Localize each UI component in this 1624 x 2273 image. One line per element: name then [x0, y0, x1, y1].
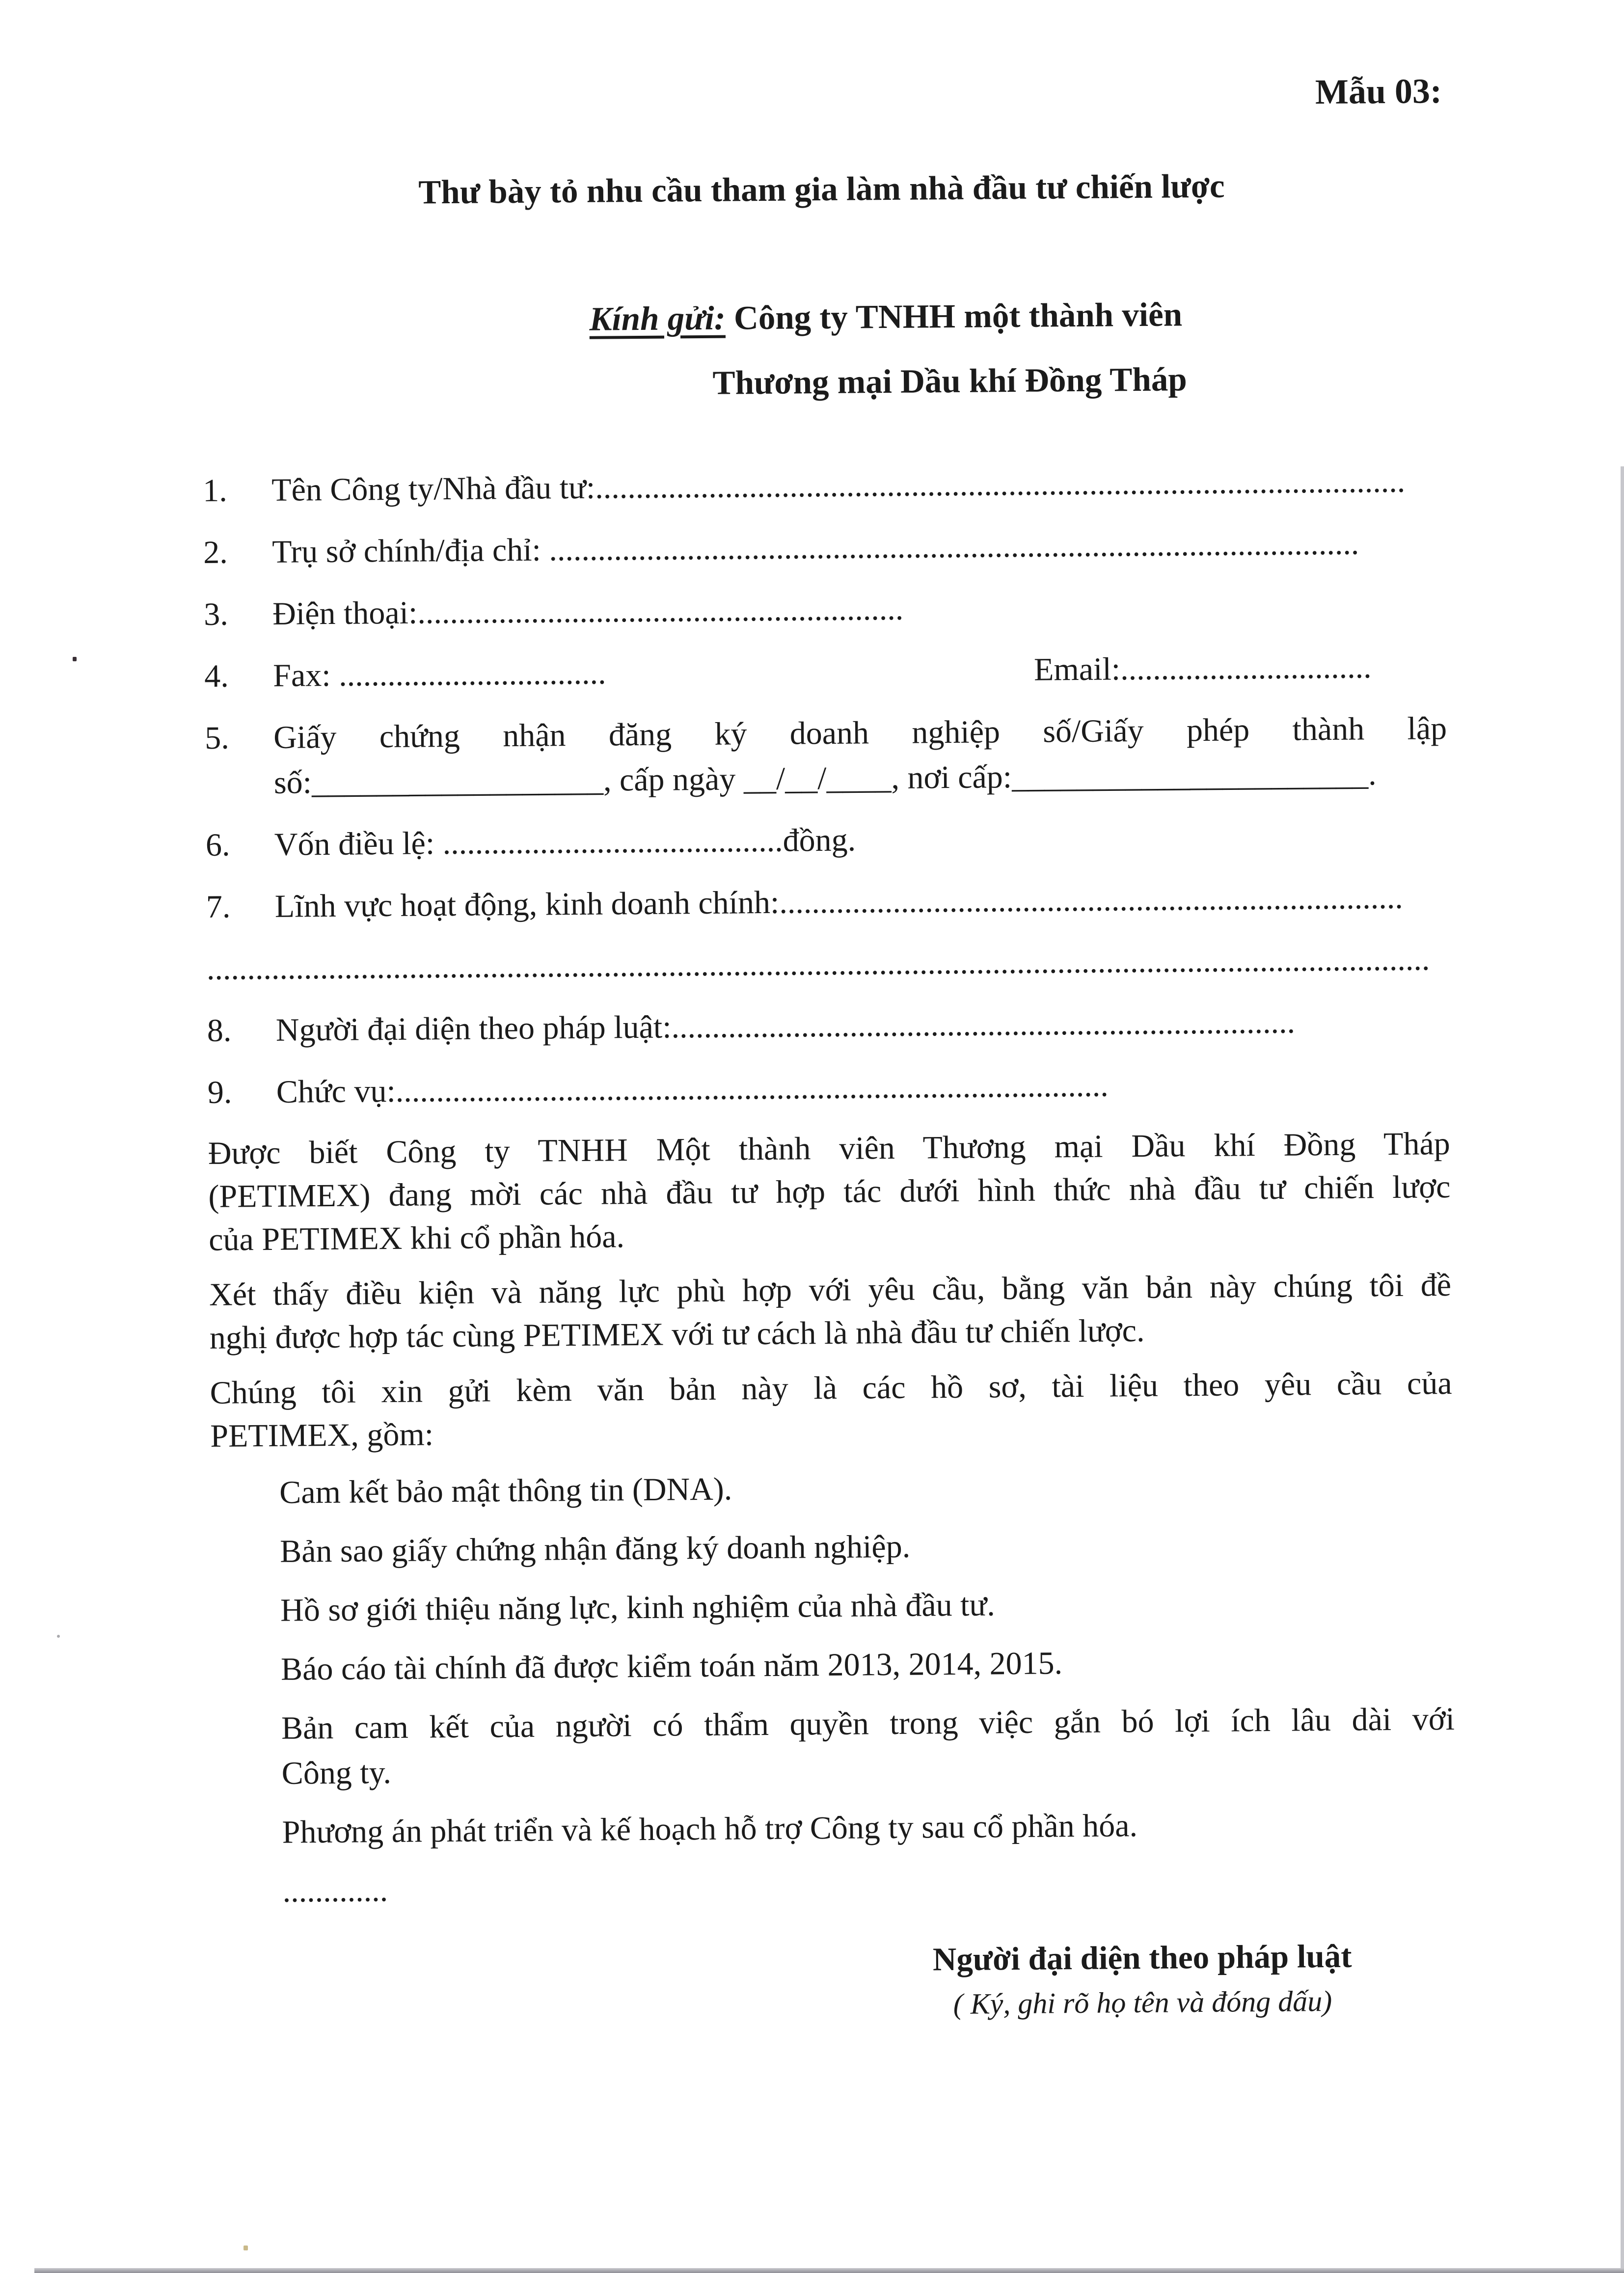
- field-label-with-dotted-blank: Chức vụ:........................................................................................: [276, 1067, 1109, 1110]
- bullet-text: Phương án phát triển và kế hoạch hỗ trợ Công ty sau cổ phần hóa.: [282, 1808, 1138, 1850]
- paragraph-line: PETIMEX, gồm:: [210, 1416, 434, 1454]
- field-label-with-dotted-blank: Vốn điều lệ: ..........................................đồng.: [274, 822, 856, 863]
- salutation-block: [589, 280, 1444, 416]
- scan-right-edge-artifact: [1621, 466, 1624, 2273]
- recipient-name-line-1: Công ty TNHH một thành viên: [733, 296, 1183, 337]
- paragraph-line: Chúng tôi xin gửi kèm văn bản này là các hồ sơ, tài liệu theo yêu cầu của: [210, 1365, 1452, 1411]
- bullet-icon: [212, 1588, 281, 1634]
- item-number: 8.: [207, 1012, 232, 1049]
- scan-speck-artifact: [57, 1635, 60, 1638]
- bullet-text: [281, 1697, 1455, 1796]
- field-head-office-address: [203, 520, 1446, 575]
- body-paragraphs: [208, 1122, 1452, 1458]
- attachment-bullet-list: [211, 1461, 1456, 1915]
- bullet-text: Bản sao giấy chứng nhận đăng ký doanh nghiệp.: [279, 1528, 911, 1569]
- item-number: 1.: [202, 472, 228, 509]
- item-number: 2.: [203, 534, 228, 570]
- item-number: 4.: [204, 658, 229, 694]
- field-label-with-dotted-blank: Trụ sở chính/địa chỉ: ....................................................................................................: [271, 525, 1359, 570]
- bullet-item-commitment: [213, 1697, 1455, 1797]
- numbered-field-list: [203, 459, 1450, 1115]
- paragraph-petimex-intro: [208, 1122, 1451, 1262]
- field-phone: [204, 582, 1446, 637]
- bullet-item-development-plan: [213, 1801, 1456, 1856]
- registration-line-2: số:__________________, cấp ngày __/__/____, nơi cấp:______________________.: [273, 756, 1377, 801]
- bullet-text-line: Công ty.: [281, 1755, 392, 1791]
- paragraph-line: nghị được hợp tác cùng PETIMEX với tư cách là nhà đầu tư chiến lược.: [209, 1312, 1145, 1356]
- field-charter-capital: [206, 813, 1448, 868]
- field-legal-representative: [207, 999, 1450, 1054]
- registration-field-lines: [273, 706, 1447, 806]
- field-label-with-dotted-blank: Tên Công ty/Nhà đầu tư:....................................................................................................: [271, 463, 1406, 508]
- bullet-text: Hồ sơ giới thiệu năng lực, kinh nghiệm của nhà đầu tư.: [280, 1587, 995, 1628]
- paragraph-line: (PETIMEX) đang mời các nhà đầu tư hợp tác dưới hình thức nhà đầu tư chiến lược: [208, 1169, 1451, 1215]
- signature-title: Người đại diện theo pháp luật: [932, 1938, 1352, 1978]
- salutation-label: Kính gửi:: [589, 299, 726, 338]
- item-number: 9.: [207, 1074, 232, 1110]
- field-label-with-dotted-blank: Người đại diện theo pháp luật:.............................................................................: [275, 1004, 1296, 1048]
- registration-line-1: Giấy chứng nhận đăng ký doanh nghiệp số/Giấy phép thành lập: [273, 710, 1447, 756]
- salutation-line-1: [589, 280, 1444, 352]
- field-label-with-dotted-blank: Điện thoại:............................................................: [272, 591, 904, 632]
- bullet-item-ellipsis: [214, 1860, 1456, 1915]
- business-sector-overflow-dotted-line: .......................................................................................................................................................: [206, 941, 1430, 987]
- form-number-label: Mẫu 03:: [1315, 71, 1442, 112]
- paragraph-proposal: [209, 1264, 1452, 1360]
- bullet-item-nda: [211, 1461, 1453, 1516]
- item-number: 6.: [205, 827, 230, 863]
- field-fax-email: [204, 644, 1447, 699]
- bullet-icon: [213, 1706, 282, 1797]
- bullet-text: .............: [282, 1872, 388, 1909]
- bullet-icon: [214, 1869, 283, 1915]
- bullet-item-capability-profile: [212, 1579, 1454, 1634]
- bullet-text: Cam kết bảo mật thông tin (DNA).: [279, 1471, 732, 1511]
- bullet-icon: [211, 1529, 280, 1575]
- field-business-registration: [205, 706, 1447, 806]
- bullet-item-registration-copy: [211, 1520, 1454, 1575]
- signature-note: ( Ký, ghi rõ họ tên và đóng dấu): [953, 1984, 1332, 2021]
- bullet-icon: [211, 1470, 280, 1516]
- bullet-item-audited-financials: [212, 1638, 1455, 1693]
- field-label-with-dotted-blank: Lĩnh vực hoạt động, kinh doanh chính:.............................................................................: [274, 879, 1404, 924]
- field-company-name: [203, 459, 1445, 514]
- field-position-title: [207, 1060, 1450, 1115]
- document-content: [199, 0, 1457, 2031]
- bullet-icon: [212, 1647, 281, 1693]
- paragraph-line: Được biết Công ty TNHH Một thành viên Thương mại Dầu khí Đồng Tháp: [208, 1126, 1451, 1171]
- paragraph-line: của PETIMEX khi cổ phần hóa.: [208, 1218, 625, 1258]
- scan-speck-artifact: [244, 2246, 248, 2250]
- field-business-sector: [206, 875, 1449, 930]
- signature-block: [847, 1932, 1437, 2026]
- scan-speck-artifact: [73, 657, 77, 661]
- item-number: 5.: [204, 720, 229, 756]
- email-field: Email:...............................: [1033, 649, 1372, 688]
- scan-bottom-edge-artifact: [34, 2268, 1624, 2273]
- paragraph-attachments-intro: [210, 1362, 1452, 1458]
- item-number: 7.: [206, 889, 231, 925]
- bullet-text: Báo cáo tài chính đã được kiểm toán năm 2013, 2014, 2015.: [280, 1645, 1063, 1687]
- bullet-icon: [213, 1810, 282, 1856]
- bullet-text-line: Bản cam kết của người có thẩm quyền trong việc gắn bó lợi ích lâu dài với: [281, 1701, 1455, 1746]
- item-number: 3.: [203, 596, 228, 632]
- paragraph-line: Xét thấy điều kiện và năng lực phù hợp với yêu cầu, bằng văn bản này chúng tôi đề: [209, 1267, 1452, 1313]
- fax-field: Fax: .................................: [272, 655, 606, 694]
- recipient-name-line-2: Thương mại Dầu khí Đồng Tháp: [712, 360, 1187, 402]
- document-title: Thư bày tỏ nhu cầu tham gia làm nhà đầu tư chiến lược: [418, 167, 1225, 211]
